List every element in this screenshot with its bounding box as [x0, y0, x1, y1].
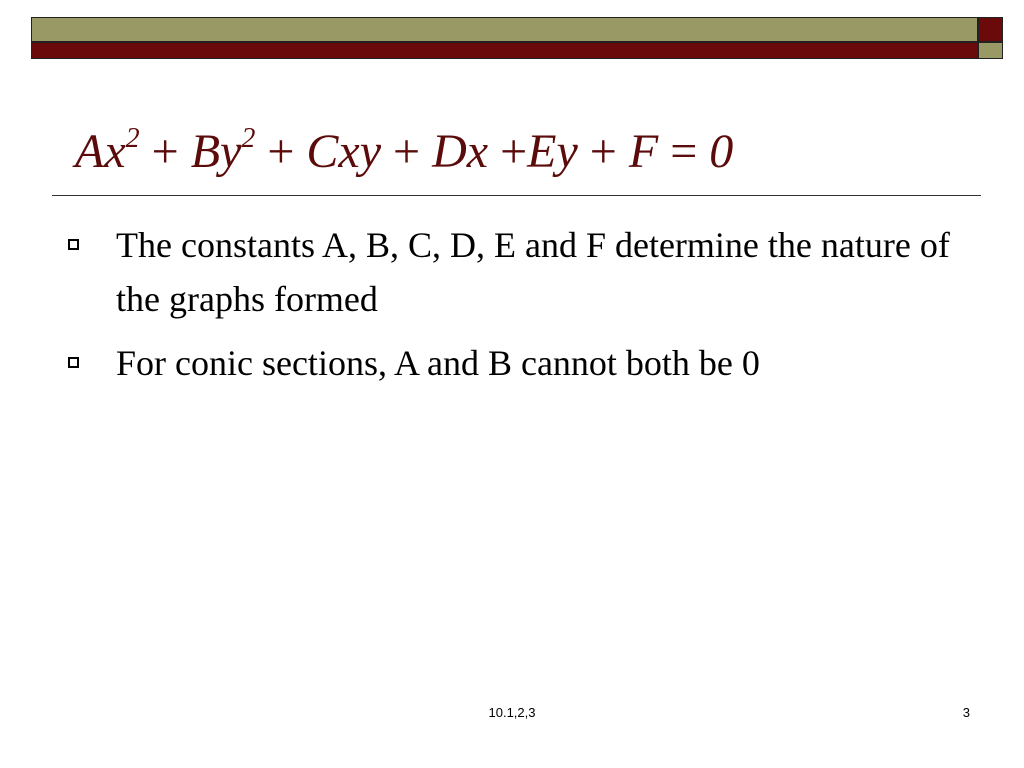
title-operator-6: =	[658, 125, 710, 178]
title-term-by: By	[190, 125, 242, 178]
bullet-text: The constants A, B, C, D, E and F determine the nature of the graphs formed	[116, 225, 950, 319]
header-olive-bar	[31, 17, 978, 42]
title-exponent-2: 2	[241, 123, 256, 154]
title-operator-5: +	[577, 125, 629, 178]
header-maroon-square	[978, 17, 1003, 42]
footer-section-label: 10.1,2,3	[488, 705, 536, 720]
bullet-text: For conic sections, A and B cannot both be 0	[116, 343, 760, 383]
title-term-ax: Ax	[75, 125, 126, 178]
title-term-f: F	[628, 125, 659, 178]
square-bullet-icon	[68, 239, 79, 250]
title-exponent-1: 2	[125, 123, 140, 154]
title-term-cxy: Cxy	[306, 125, 382, 178]
bullet-item	[66, 218, 966, 326]
title-operator-1: +	[139, 125, 191, 178]
header-maroon-bar	[31, 42, 978, 59]
header-olive-square	[978, 42, 1003, 59]
title-term-dx: Dx	[432, 125, 489, 178]
title-operator-3: +	[381, 125, 433, 178]
square-bullet-icon	[68, 357, 79, 368]
title-operator-2: +	[255, 125, 307, 178]
title-term-ey: Ey	[527, 125, 578, 178]
page-number: 3	[962, 705, 970, 720]
bullet-item	[66, 336, 966, 390]
title-divider	[52, 195, 981, 196]
title-term-zero: 0	[709, 125, 734, 178]
title-operator-4: +	[488, 125, 528, 178]
slide-title	[75, 120, 733, 184]
bullet-list	[66, 218, 966, 400]
